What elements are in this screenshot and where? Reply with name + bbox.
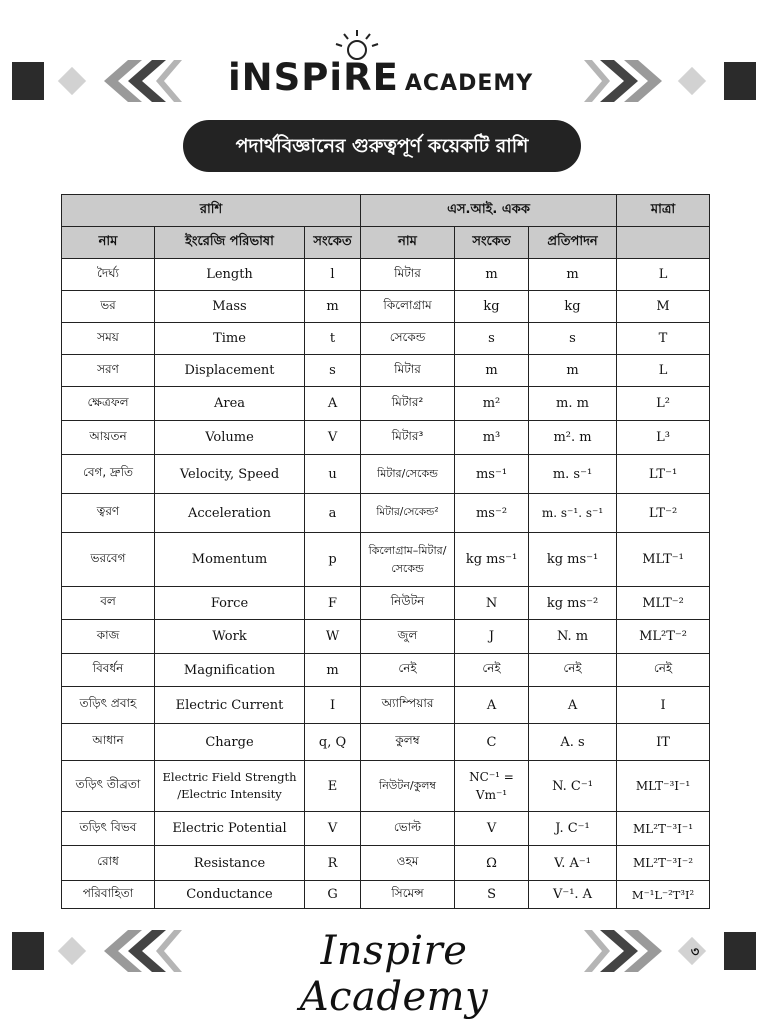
- cell-unit-name: ভোল্ট: [361, 812, 455, 846]
- cell-unit-symbol: NC⁻¹ = Vm⁻¹: [455, 761, 529, 812]
- cell-unit-name: কিলোগ্রাম–মিটার/সেকেন্ড: [361, 533, 455, 587]
- cell-symbol: A: [305, 387, 361, 421]
- table-row: [62, 259, 710, 291]
- cell-quantity-bn: সরণ: [62, 355, 155, 387]
- footer-left-diamond: [58, 937, 86, 965]
- logo-main-text: iNSPiRE: [228, 56, 399, 99]
- table-row: [62, 494, 710, 533]
- group-header-quantity: রাশি: [62, 195, 361, 227]
- cell-dimension: M⁻¹L⁻²T³I²: [617, 881, 710, 909]
- cell-symbol: E: [305, 761, 361, 812]
- table-row: [62, 421, 710, 455]
- cell-english-term: Velocity, Speed: [155, 455, 305, 494]
- sub-header-english-term: ইংরেজি পরিভাষা: [155, 227, 305, 259]
- table-row: [62, 812, 710, 846]
- cell-symbol: R: [305, 846, 361, 881]
- cell-dimension: নেই: [617, 654, 710, 687]
- cell-english-term: Force: [155, 587, 305, 620]
- cell-derivation: V. A⁻¹: [529, 846, 617, 881]
- footer-right-chevrons-icon: [584, 930, 668, 972]
- cell-quantity-bn: ক্ষেত্রফল: [62, 387, 155, 421]
- cell-dimension: L²: [617, 387, 710, 421]
- header-right-square: [724, 62, 756, 100]
- cell-unit-symbol: V: [455, 812, 529, 846]
- cell-derivation: A: [529, 687, 617, 724]
- cell-derivation: m. s⁻¹: [529, 455, 617, 494]
- table-row: [62, 881, 710, 909]
- cell-unit-name: সিমেন্স: [361, 881, 455, 909]
- table-row: [62, 323, 710, 355]
- table-row: [62, 846, 710, 881]
- cell-unit-name: মিটার: [361, 259, 455, 291]
- cell-english-term: Displacement: [155, 355, 305, 387]
- cell-unit-symbol: m²: [455, 387, 529, 421]
- table-group-header-row: [62, 195, 710, 227]
- cell-quantity-bn: রোধ: [62, 846, 155, 881]
- table-row: [62, 654, 710, 687]
- table-row: [62, 291, 710, 323]
- cell-quantity-bn: কাজ: [62, 620, 155, 654]
- cell-derivation: N. m: [529, 620, 617, 654]
- cell-quantity-bn: আয়তন: [62, 421, 155, 455]
- cell-dimension: LT⁻²: [617, 494, 710, 533]
- cell-english-term: Acceleration: [155, 494, 305, 533]
- cell-symbol: F: [305, 587, 361, 620]
- cell-quantity-bn: পরিবাহিতা: [62, 881, 155, 909]
- table-sub-header-row: [62, 227, 710, 259]
- cell-derivation: V⁻¹. A: [529, 881, 617, 909]
- table-row: [62, 455, 710, 494]
- cell-symbol: I: [305, 687, 361, 724]
- cell-quantity-bn: বেগ, দ্রুতি: [62, 455, 155, 494]
- cell-unit-name: কুলম্ব: [361, 724, 455, 761]
- sub-header-unit-name: নাম: [361, 227, 455, 259]
- cell-dimension: L: [617, 259, 710, 291]
- cell-unit-symbol: নেই: [455, 654, 529, 687]
- cell-quantity-bn: ভরবেগ: [62, 533, 155, 587]
- cell-symbol: q, Q: [305, 724, 361, 761]
- cell-derivation: m. m: [529, 387, 617, 421]
- cell-english-term: Momentum: [155, 533, 305, 587]
- footer-left-square: [12, 932, 44, 970]
- cell-english-term: Electric Field Strength /Electric Intensity: [155, 761, 305, 812]
- cell-symbol: V: [305, 812, 361, 846]
- cell-derivation: A. s: [529, 724, 617, 761]
- page-number: ৩: [690, 945, 700, 960]
- table-row: [62, 620, 710, 654]
- cell-unit-symbol: Ω: [455, 846, 529, 881]
- table-row: [62, 533, 710, 587]
- page-title: পদার্থবিজ্ঞানের গুরুত্বপূর্ণ কয়েকটি রাশি: [183, 120, 581, 172]
- cell-unit-symbol: ms⁻²: [455, 494, 529, 533]
- table-row: [62, 355, 710, 387]
- header-left-square: [12, 62, 44, 100]
- cell-english-term: Work: [155, 620, 305, 654]
- academy-logo: [228, 28, 558, 98]
- cell-quantity-bn: ত্বরণ: [62, 494, 155, 533]
- cell-unit-symbol: J: [455, 620, 529, 654]
- table-row: [62, 724, 710, 761]
- cell-symbol: u: [305, 455, 361, 494]
- cell-english-term: Length: [155, 259, 305, 291]
- cell-dimension: ML²T⁻²: [617, 620, 710, 654]
- cell-quantity-bn: তড়িৎ তীব্রতা: [62, 761, 155, 812]
- cell-english-term: Volume: [155, 421, 305, 455]
- quantities-table: [61, 194, 710, 909]
- table-row: [62, 761, 710, 812]
- footer-brand: Inspire Academy: [299, 928, 489, 1020]
- cell-quantity-bn: দৈর্ঘ্য: [62, 259, 155, 291]
- cell-symbol: G: [305, 881, 361, 909]
- header-right-chevrons-icon: [584, 60, 668, 102]
- cell-symbol: a: [305, 494, 361, 533]
- group-header-si-unit: এস.আই. একক: [361, 195, 617, 227]
- cell-quantity-bn: সময়: [62, 323, 155, 355]
- cell-derivation: N. C⁻¹: [529, 761, 617, 812]
- cell-symbol: p: [305, 533, 361, 587]
- cell-dimension: L³: [617, 421, 710, 455]
- cell-derivation: নেই: [529, 654, 617, 687]
- cell-symbol: t: [305, 323, 361, 355]
- cell-symbol: s: [305, 355, 361, 387]
- cell-unit-name: মিটার³: [361, 421, 455, 455]
- cell-unit-name: মিটার²: [361, 387, 455, 421]
- cell-quantity-bn: ভর: [62, 291, 155, 323]
- cell-dimension: M: [617, 291, 710, 323]
- cell-unit-name: মিটার/সেকেন্ড²: [361, 494, 455, 533]
- cell-dimension: ML²T⁻³I⁻¹: [617, 812, 710, 846]
- cell-english-term: Electric Current: [155, 687, 305, 724]
- cell-symbol: l: [305, 259, 361, 291]
- cell-unit-symbol: m: [455, 355, 529, 387]
- cell-dimension: IT: [617, 724, 710, 761]
- cell-quantity-bn: তড়িৎ প্রবাহ: [62, 687, 155, 724]
- cell-english-term: Area: [155, 387, 305, 421]
- cell-derivation: kg ms⁻¹: [529, 533, 617, 587]
- cell-unit-name: ওহম: [361, 846, 455, 881]
- cell-symbol: W: [305, 620, 361, 654]
- cell-unit-symbol: A: [455, 687, 529, 724]
- cell-derivation: m². m: [529, 421, 617, 455]
- cell-dimension: MLT⁻³I⁻¹: [617, 761, 710, 812]
- cell-unit-name: নিউটন/কুলম্ব: [361, 761, 455, 812]
- cell-dimension: ML²T⁻³I⁻²: [617, 846, 710, 881]
- cell-unit-name: জুল: [361, 620, 455, 654]
- sub-header-unit-symbol: সংকেত: [455, 227, 529, 259]
- cell-derivation: m: [529, 355, 617, 387]
- cell-unit-name: অ্যাম্পিয়ার: [361, 687, 455, 724]
- cell-unit-name: সেকেন্ড: [361, 323, 455, 355]
- cell-dimension: MLT⁻²: [617, 587, 710, 620]
- cell-derivation: kg ms⁻²: [529, 587, 617, 620]
- sub-header-name: নাম: [62, 227, 155, 259]
- cell-unit-symbol: kg: [455, 291, 529, 323]
- cell-unit-symbol: S: [455, 881, 529, 909]
- cell-english-term: Mass: [155, 291, 305, 323]
- cell-dimension: L: [617, 355, 710, 387]
- cell-derivation: J. C⁻¹: [529, 812, 617, 846]
- cell-unit-name: মিটার/সেকেন্ড: [361, 455, 455, 494]
- table-row: [62, 387, 710, 421]
- cell-unit-symbol: m: [455, 259, 529, 291]
- cell-unit-name: নেই: [361, 654, 455, 687]
- cell-quantity-bn: বিবর্ধন: [62, 654, 155, 687]
- cell-dimension: I: [617, 687, 710, 724]
- sub-header-symbol: সংকেত: [305, 227, 361, 259]
- cell-derivation: kg: [529, 291, 617, 323]
- cell-unit-symbol: s: [455, 323, 529, 355]
- cell-dimension: MLT⁻¹: [617, 533, 710, 587]
- cell-dimension: LT⁻¹: [617, 455, 710, 494]
- footer-left-chevrons-icon: [98, 930, 182, 972]
- logo-sub-text: ACADEMY: [404, 71, 534, 96]
- footer-right-square: [724, 932, 756, 970]
- cell-symbol: m: [305, 291, 361, 323]
- header-left-chevrons-icon: [98, 60, 182, 102]
- cell-unit-symbol: C: [455, 724, 529, 761]
- cell-unit-symbol: kg ms⁻¹: [455, 533, 529, 587]
- cell-unit-symbol: m³: [455, 421, 529, 455]
- cell-english-term: Magnification: [155, 654, 305, 687]
- cell-unit-symbol: N: [455, 587, 529, 620]
- cell-quantity-bn: বল: [62, 587, 155, 620]
- cell-english-term: Conductance: [155, 881, 305, 909]
- cell-unit-symbol: ms⁻¹: [455, 455, 529, 494]
- cell-quantity-bn: আধান: [62, 724, 155, 761]
- cell-quantity-bn: তড়িৎ বিভব: [62, 812, 155, 846]
- cell-unit-name: নিউটন: [361, 587, 455, 620]
- cell-symbol: V: [305, 421, 361, 455]
- cell-derivation: m. s⁻¹. s⁻¹: [529, 494, 617, 533]
- cell-unit-name: মিটার: [361, 355, 455, 387]
- cell-dimension: T: [617, 323, 710, 355]
- cell-english-term: Electric Potential: [155, 812, 305, 846]
- cell-english-term: Charge: [155, 724, 305, 761]
- sub-header-derivation: প্রতিপাদন: [529, 227, 617, 259]
- cell-derivation: m: [529, 259, 617, 291]
- cell-english-term: Resistance: [155, 846, 305, 881]
- sub-header-blank: [617, 227, 710, 259]
- header-left-diamond: [58, 67, 86, 95]
- cell-unit-name: কিলোগ্রাম: [361, 291, 455, 323]
- header-right-diamond: [678, 67, 706, 95]
- table-row: [62, 687, 710, 724]
- cell-derivation: s: [529, 323, 617, 355]
- cell-symbol: m: [305, 654, 361, 687]
- cell-english-term: Time: [155, 323, 305, 355]
- group-header-dimension: মাত্রা: [617, 195, 710, 227]
- table-row: [62, 587, 710, 620]
